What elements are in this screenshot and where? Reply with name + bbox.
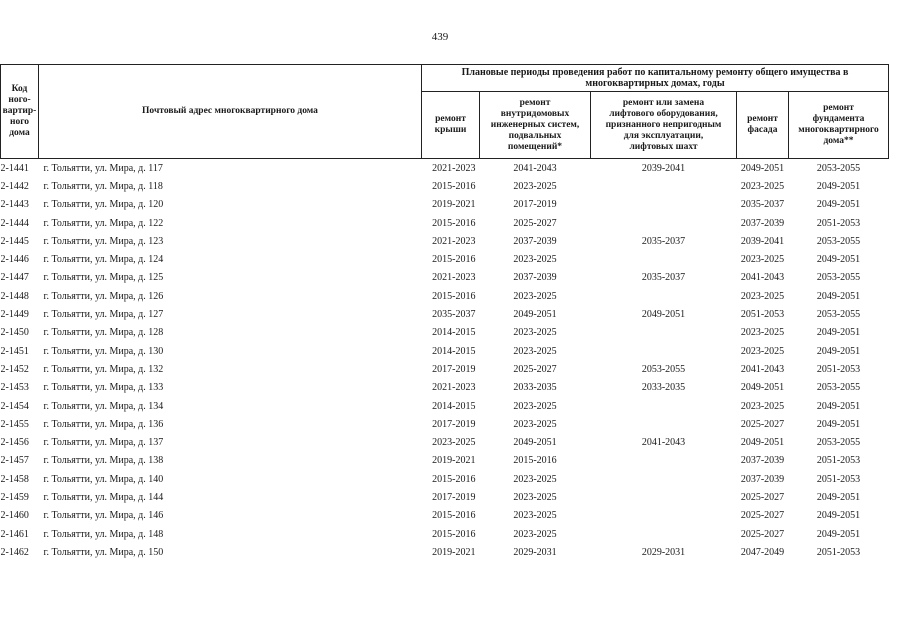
cell-engineering: 2023-2025 — [513, 290, 557, 302]
cell-roof: 2015-2016 — [432, 528, 476, 540]
cell-foundation: 2053-2055 — [816, 309, 861, 321]
cell-code: 2-1457 — [0, 455, 29, 467]
cell-elevator: 2033-2035 — [641, 382, 686, 394]
cell-address: г. Тольятти, ул. Мира, д. 137 — [43, 437, 164, 449]
cell-facade: 2023-2025 — [740, 290, 785, 302]
cell-address: г. Тольятти, ул. Мира, д. 134 — [43, 400, 164, 412]
cell-address: г. Тольятти, ул. Мира, д. 140 — [43, 473, 164, 485]
cell-elevator — [591, 507, 737, 525]
cell-address: г. Тольятти, ул. Мира, д. 122 — [43, 217, 164, 229]
cell-foundation: 2049-2051 — [816, 491, 861, 503]
cell-address: г. Тольятти, ул. Мира, д. 144 — [43, 491, 164, 503]
cell-address: г. Тольятти, ул. Мира, д. 118 — [43, 180, 163, 192]
table-row — [1, 269, 889, 287]
cell-engineering: 2023-2025 — [513, 180, 557, 192]
cell-roof: 2017-2019 — [432, 418, 476, 430]
cell-facade: 2037-2039 — [740, 473, 785, 485]
cell-elevator — [591, 415, 737, 433]
cell-foundation: 2053-2055 — [816, 235, 861, 247]
cell-roof: 2015-2016 — [432, 217, 476, 229]
cell-engineering: 2029-2031 — [513, 546, 557, 558]
cell-facade: 2049-2051 — [740, 382, 785, 394]
cell-foundation: 2049-2051 — [816, 400, 861, 412]
cell-elevator — [591, 196, 737, 214]
cell-elevator: 2035-2037 — [641, 235, 686, 247]
cell-code: 2-1447 — [0, 272, 29, 284]
table-row — [1, 287, 889, 305]
cell-foundation: 2051-2053 — [816, 473, 861, 485]
header-periods: Плановые периоды проведения работ по капитальному ремонту общего имущества в многоквартирных домах, годы — [422, 65, 889, 92]
cell-facade: 2023-2025 — [740, 327, 785, 339]
cell-elevator — [591, 287, 737, 305]
table-row — [1, 433, 889, 451]
cell-engineering: 2023-2025 — [513, 473, 557, 485]
cell-foundation: 2049-2051 — [816, 418, 861, 430]
cell-roof: 2035-2037 — [432, 309, 476, 321]
cell-elevator — [591, 214, 737, 232]
cell-roof: 2021-2023 — [432, 235, 476, 247]
cell-address: г. Тольятти, ул. Мира, д. 133 — [43, 382, 164, 394]
cell-elevator — [591, 488, 737, 506]
cell-code: 2-1459 — [0, 491, 29, 503]
cell-elevator — [591, 525, 737, 543]
header-facade: ремонт фасада — [737, 92, 789, 159]
table-row — [1, 159, 889, 178]
table-row — [1, 397, 889, 415]
header-elevator: ремонт или замена лифтового оборудования, признанного непригодным для эксплуатации, лифтовых шахт — [591, 92, 737, 159]
cell-address: г. Тольятти, ул. Мира, д. 130 — [43, 345, 164, 357]
cell-elevator: 2053-2055 — [641, 363, 686, 375]
cell-address: г. Тольятти, ул. Мира, д. 150 — [43, 546, 164, 558]
cell-code: 2-1450 — [0, 327, 29, 339]
cell-code: 2-1455 — [0, 418, 29, 430]
cell-engineering: 2049-2051 — [513, 309, 557, 321]
table-row — [1, 507, 889, 525]
cell-elevator — [591, 397, 737, 415]
table-row — [1, 360, 889, 378]
table-body — [1, 159, 889, 562]
cell-foundation: 2049-2051 — [816, 254, 861, 266]
cell-facade: 2023-2025 — [740, 345, 785, 357]
table-row — [1, 379, 889, 397]
cell-elevator: 2039-2041 — [641, 162, 686, 174]
table-row — [1, 324, 889, 342]
cell-elevator — [591, 452, 737, 470]
cell-engineering: 2023-2025 — [513, 254, 557, 266]
cell-elevator: 2049-2051 — [641, 309, 686, 321]
header-address: Почтовый адрес многоквартирного дома — [39, 65, 422, 159]
cell-roof: 2015-2016 — [432, 254, 476, 266]
cell-roof: 2021-2023 — [432, 382, 476, 394]
table-row — [1, 470, 889, 488]
cell-code: 2-1461 — [0, 528, 29, 540]
cell-facade: 2023-2025 — [740, 254, 785, 266]
cell-code: 2-1453 — [0, 382, 29, 394]
cell-foundation: 2053-2055 — [816, 272, 861, 284]
cell-engineering: 2023-2025 — [513, 528, 557, 540]
cell-facade: 2025-2027 — [740, 418, 785, 430]
cell-code: 2-1445 — [0, 235, 29, 247]
cell-foundation: 2049-2051 — [816, 199, 861, 211]
cell-facade: 2037-2039 — [740, 455, 785, 467]
header-engineering: ремонт внутридомовых инженерных систем, подвальных помещений* — [480, 92, 591, 159]
cell-roof: 2019-2021 — [432, 199, 476, 211]
cell-elevator — [591, 250, 737, 268]
cell-facade: 2037-2039 — [740, 217, 785, 229]
cell-engineering: 2023-2025 — [513, 491, 557, 503]
cell-code: 2-1444 — [0, 217, 29, 229]
cell-roof: 2015-2016 — [432, 473, 476, 485]
cell-code: 2-1454 — [0, 400, 29, 412]
cell-address: г. Тольятти, ул. Мира, д. 132 — [43, 363, 164, 375]
cell-facade: 2039-2041 — [740, 235, 785, 247]
cell-elevator — [591, 324, 737, 342]
cell-facade: 2051-2053 — [740, 309, 785, 321]
cell-roof: 2021-2023 — [432, 162, 476, 174]
cell-code: 2-1441 — [0, 162, 29, 174]
cell-foundation: 2053-2055 — [816, 382, 861, 394]
cell-code: 2-1456 — [0, 437, 29, 449]
table-row — [1, 232, 889, 250]
cell-engineering: 2025-2027 — [513, 217, 557, 229]
table-row — [1, 415, 889, 433]
cell-foundation: 2051-2053 — [816, 363, 861, 375]
cell-elevator — [591, 177, 737, 195]
cell-facade: 2049-2051 — [740, 162, 785, 174]
cell-elevator: 2029-2031 — [641, 546, 686, 558]
cell-facade: 2041-2043 — [740, 272, 785, 284]
cell-code: 2-1443 — [0, 199, 29, 211]
cell-address: г. Тольятти, ул. Мира, д. 117 — [43, 162, 163, 174]
cell-engineering: 2037-2039 — [513, 272, 557, 284]
cell-foundation: 2049-2051 — [816, 528, 861, 540]
cell-roof: 2014-2015 — [432, 327, 476, 339]
cell-code: 2-1451 — [0, 345, 29, 357]
cell-elevator — [591, 342, 737, 360]
cell-facade: 2041-2043 — [740, 363, 785, 375]
cell-roof: 2019-2021 — [432, 455, 476, 467]
cell-code: 2-1449 — [0, 309, 29, 321]
cell-elevator: 2041-2043 — [641, 437, 686, 449]
cell-engineering: 2033-2035 — [513, 382, 557, 394]
table-row — [1, 525, 889, 543]
cell-engineering: 2017-2019 — [513, 199, 557, 211]
cell-code: 2-1452 — [0, 363, 29, 375]
cell-engineering: 2023-2025 — [513, 345, 557, 357]
cell-foundation: 2051-2053 — [816, 546, 861, 558]
cell-address: г. Тольятти, ул. Мира, д. 138 — [43, 455, 164, 467]
cell-engineering: 2015-2016 — [513, 455, 557, 467]
cell-roof: 2019-2021 — [432, 546, 476, 558]
cell-engineering: 2025-2027 — [513, 363, 557, 375]
page-number: 439 — [431, 31, 449, 43]
cell-engineering: 2037-2039 — [513, 235, 557, 247]
capital-repair-table — [0, 64, 889, 562]
cell-facade: 2023-2025 — [740, 180, 785, 192]
table-row — [1, 250, 889, 268]
cell-roof: 2014-2015 — [432, 400, 476, 412]
cell-foundation: 2051-2053 — [816, 455, 861, 467]
cell-foundation: 2051-2053 — [816, 217, 861, 229]
cell-address: г. Тольятти, ул. Мира, д. 146 — [43, 510, 164, 522]
table-row — [1, 543, 889, 561]
cell-address: г. Тольятти, ул. Мира, д. 136 — [43, 418, 164, 430]
header-foundation: ремонт фундамента многоквартирного дома** — [789, 92, 889, 159]
header-code: Код ного- вартир- ного дома — [1, 65, 39, 159]
cell-facade: 2025-2027 — [740, 510, 785, 522]
cell-address: г. Тольятти, ул. Мира, д. 124 — [43, 254, 164, 266]
table-row — [1, 196, 889, 214]
cell-engineering: 2041-2043 — [513, 162, 557, 174]
cell-engineering: 2023-2025 — [513, 418, 557, 430]
cell-roof: 2015-2016 — [432, 510, 476, 522]
cell-elevator: 2035-2037 — [641, 272, 686, 284]
cell-engineering: 2023-2025 — [513, 510, 557, 522]
cell-foundation: 2049-2051 — [816, 327, 861, 339]
table-row — [1, 214, 889, 232]
cell-roof: 2014-2015 — [432, 345, 476, 357]
cell-roof: 2021-2023 — [432, 272, 476, 284]
cell-address: г. Тольятти, ул. Мира, д. 123 — [43, 235, 164, 247]
cell-facade: 2025-2027 — [740, 491, 785, 503]
cell-code: 2-1460 — [0, 510, 29, 522]
cell-code: 2-1462 — [0, 546, 29, 558]
cell-roof: 2017-2019 — [432, 363, 476, 375]
cell-address: г. Тольятти, ул. Мира, д. 128 — [43, 327, 164, 339]
table-row — [1, 177, 889, 195]
cell-address: г. Тольятти, ул. Мира, д. 148 — [43, 528, 164, 540]
cell-elevator — [591, 470, 737, 488]
cell-address: г. Тольятти, ул. Мира, д. 125 — [43, 272, 164, 284]
table-row — [1, 488, 889, 506]
cell-engineering: 2049-2051 — [513, 437, 557, 449]
cell-foundation: 2049-2051 — [816, 510, 861, 522]
table-row — [1, 305, 889, 323]
cell-facade: 2035-2037 — [740, 199, 785, 211]
cell-address: г. Тольятти, ул. Мира, д. 120 — [43, 199, 164, 211]
cell-address: г. Тольятти, ул. Мира, д. 127 — [43, 309, 164, 321]
table-row — [1, 452, 889, 470]
cell-facade: 2047-2049 — [740, 546, 785, 558]
cell-roof: 2017-2019 — [432, 491, 476, 503]
cell-code: 2-1458 — [0, 473, 29, 485]
cell-code: 2-1442 — [0, 180, 29, 192]
cell-engineering: 2023-2025 — [513, 400, 557, 412]
cell-foundation: 2049-2051 — [816, 180, 861, 192]
cell-foundation: 2053-2055 — [816, 437, 861, 449]
header-roof: ремонт крыши — [422, 92, 480, 159]
cell-foundation: 2049-2051 — [816, 290, 861, 302]
cell-facade: 2023-2025 — [740, 400, 785, 412]
cell-facade: 2025-2027 — [740, 528, 785, 540]
cell-roof: 2015-2016 — [432, 290, 476, 302]
cell-code: 2-1446 — [0, 254, 29, 266]
cell-facade: 2049-2051 — [740, 437, 785, 449]
cell-engineering: 2023-2025 — [513, 327, 557, 339]
cell-code: 2-1448 — [0, 290, 29, 302]
cell-roof: 2023-2025 — [432, 437, 476, 449]
cell-foundation: 2053-2055 — [816, 162, 861, 174]
cell-address: г. Тольятти, ул. Мира, д. 126 — [43, 290, 164, 302]
cell-foundation: 2049-2051 — [816, 345, 861, 357]
table-row — [1, 342, 889, 360]
cell-roof: 2015-2016 — [432, 180, 476, 192]
